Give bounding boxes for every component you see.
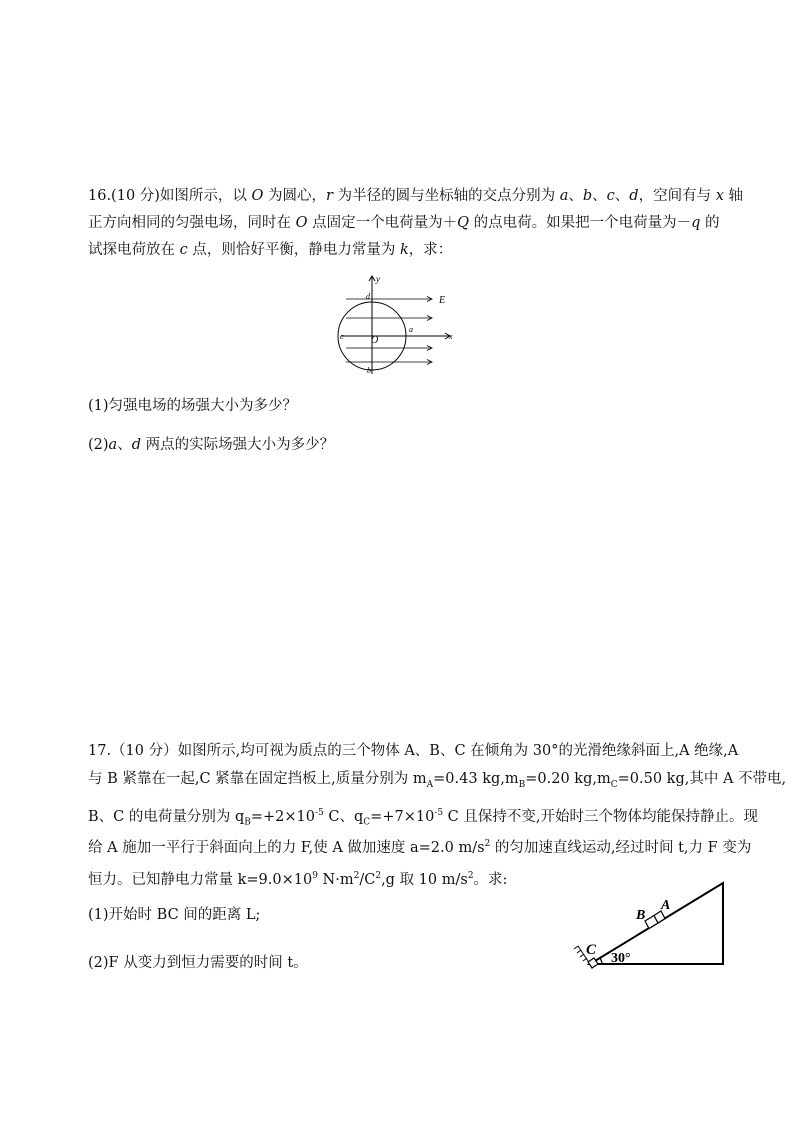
- label-O: O: [371, 335, 379, 346]
- label-b: b: [367, 366, 371, 375]
- label-A: A: [661, 898, 671, 913]
- q17-line-2: 与 B 紧靠在一起,C 紧靠在固定挡板上,质量分别为 $m_A=0.43$ $kg,m_B=0.20$ $kg,m_C=0.50$ kg,其中 A 不带电,: [88, 771, 787, 790]
- q16-line-1: 16.(10 分)如图所示，以 O 为圆心，r 为半径的圆与坐标轴的交点分别为 a、b、c、d，空间有与 x 轴: [88, 188, 743, 204]
- label-E: E: [439, 295, 446, 306]
- label-angle: 30°: [611, 951, 631, 966]
- q17-line-4: 给 A 施加一平行于斜面向上的力 F,使 A 做加速度 a=2.0 $m/s^2$ 的匀加速直线运动,经过时间 t,力 F 变为: [88, 839, 752, 856]
- q16-line-3: 试探电荷放在 c 点，则恰好平衡，静电力常量为 k，求：: [88, 242, 453, 258]
- label-y: y: [376, 274, 380, 284]
- label-B: B: [636, 908, 646, 923]
- q16-line-2: 正方向相同的匀强电场，同时在 O 点固定一个电荷量为＋Q 的点电荷。如果把一个电荷量为－q 的: [88, 215, 720, 231]
- label-C: C: [586, 942, 597, 958]
- label-a: a: [409, 325, 413, 334]
- label-c: c: [340, 332, 344, 341]
- label-d: d: [366, 292, 370, 301]
- q16-subquestion-1: (1)匀强电场的场强大小为多少？: [88, 398, 298, 414]
- q17-line-1: 17.（10 分）如图所示,均可视为质点的三个物体 A、B、C 在倾角为 30°的光滑绝缘斜面上,A 绝缘,A: [88, 743, 739, 759]
- q17-figure-incline: [568, 876, 728, 970]
- q16-subquestion-2: (2)a、d 两点的实际场强大小为多少？: [88, 437, 335, 453]
- q17-line-5: 恒力。已知静电力常量 $k=9.0\times 10^9$ $N\cdot m^2/C^2,g$ 取 10 $m/s^2$。求:: [88, 871, 508, 888]
- q17-line-3: B、C 的电荷量分别为 $q_B=+2\times 10^{-5}$ C、$q_C=+7\times 10^{-5}$ C 且保持不变,开始时三个物体均能保持静止。现: [88, 808, 758, 828]
- q17-subquestion-1: (1)开始时 BC 间的距离 L;: [88, 907, 261, 923]
- label-x: x: [449, 332, 453, 341]
- q16-figure-circle-field: [336, 272, 460, 378]
- q17-subquestion-2: (2)F 从变力到恒力需要的时间 t。: [88, 955, 308, 971]
